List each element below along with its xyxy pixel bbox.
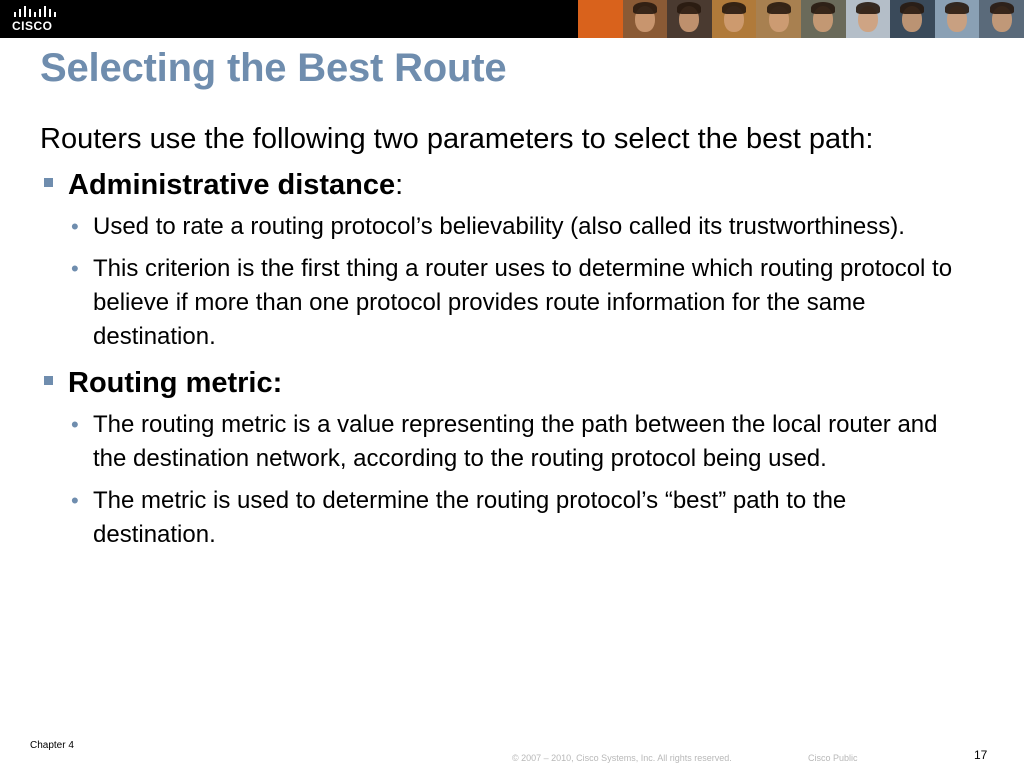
- dot-bullet-icon: •: [71, 412, 79, 437]
- photo-hair: [856, 2, 880, 14]
- photo-hair: [811, 2, 835, 14]
- intro-text: Routers use the following two parameters to select the best path:: [40, 123, 874, 155]
- photo-hair: [900, 2, 924, 14]
- photo-hair: [633, 2, 657, 14]
- slide-title: Selecting the Best Route: [40, 46, 507, 90]
- list-item: [40, 408, 973, 476]
- dot-bullet-icon: •: [71, 214, 79, 239]
- list-item-text: The metric is used to determine the routing protocol’s “best” path to the destination.: [93, 487, 847, 548]
- cisco-logo: [10, 6, 60, 34]
- header-photo: [623, 0, 668, 38]
- square-bullet-icon: [44, 178, 53, 187]
- page-number: 17: [974, 748, 988, 762]
- section-heading-suffix: :: [395, 169, 404, 201]
- chapter-label: Chapter 4: [30, 740, 74, 751]
- list-item-text: Used to rate a routing protocol’s believability (also called its trustworthiness).: [93, 213, 905, 240]
- photo-hair: [990, 2, 1014, 14]
- header-photo: [712, 0, 757, 38]
- slide-body: [40, 118, 980, 560]
- header-photo: [890, 0, 935, 38]
- header-photo: [756, 0, 801, 38]
- header-photo: [979, 0, 1024, 38]
- header-photo: [667, 0, 712, 38]
- header-bar: [0, 0, 1024, 38]
- list-item: [40, 484, 973, 552]
- photo-hair: [722, 2, 746, 14]
- header-photo: [578, 0, 623, 38]
- dot-bullet-icon: •: [71, 256, 79, 281]
- header-photo: [846, 0, 891, 38]
- square-bullet-icon: [44, 376, 53, 385]
- list-item: [40, 252, 973, 354]
- section-heading-text: Administrative distance: [68, 169, 396, 201]
- photo-strip: [578, 0, 1024, 38]
- photo-hair: [945, 2, 969, 14]
- list-item-text: The routing metric is a value representing the path between the local router and the destination network, according to the routing protocol being used.: [93, 411, 938, 472]
- logo-text: CISCO: [12, 19, 53, 33]
- copyright-text: © 2007 – 2010, Cisco Systems, Inc. All rights reserved.: [512, 753, 732, 763]
- classification-label: Cisco Public: [808, 753, 858, 763]
- list-item-text: This criterion is the first thing a router uses to determine which routing protocol to believe if more than one protocol provides route information for the same destination.: [93, 255, 953, 350]
- photo-hair: [677, 2, 701, 14]
- photo-hair: [767, 2, 791, 14]
- section-heading: [40, 362, 980, 404]
- cisco-bars-icon: [14, 6, 56, 18]
- section-heading: [40, 164, 980, 206]
- header-photo: [935, 0, 980, 38]
- list-item: [40, 210, 973, 244]
- section-heading-text: Routing metric:: [68, 367, 283, 399]
- header-photo: [801, 0, 846, 38]
- dot-bullet-icon: •: [71, 488, 79, 513]
